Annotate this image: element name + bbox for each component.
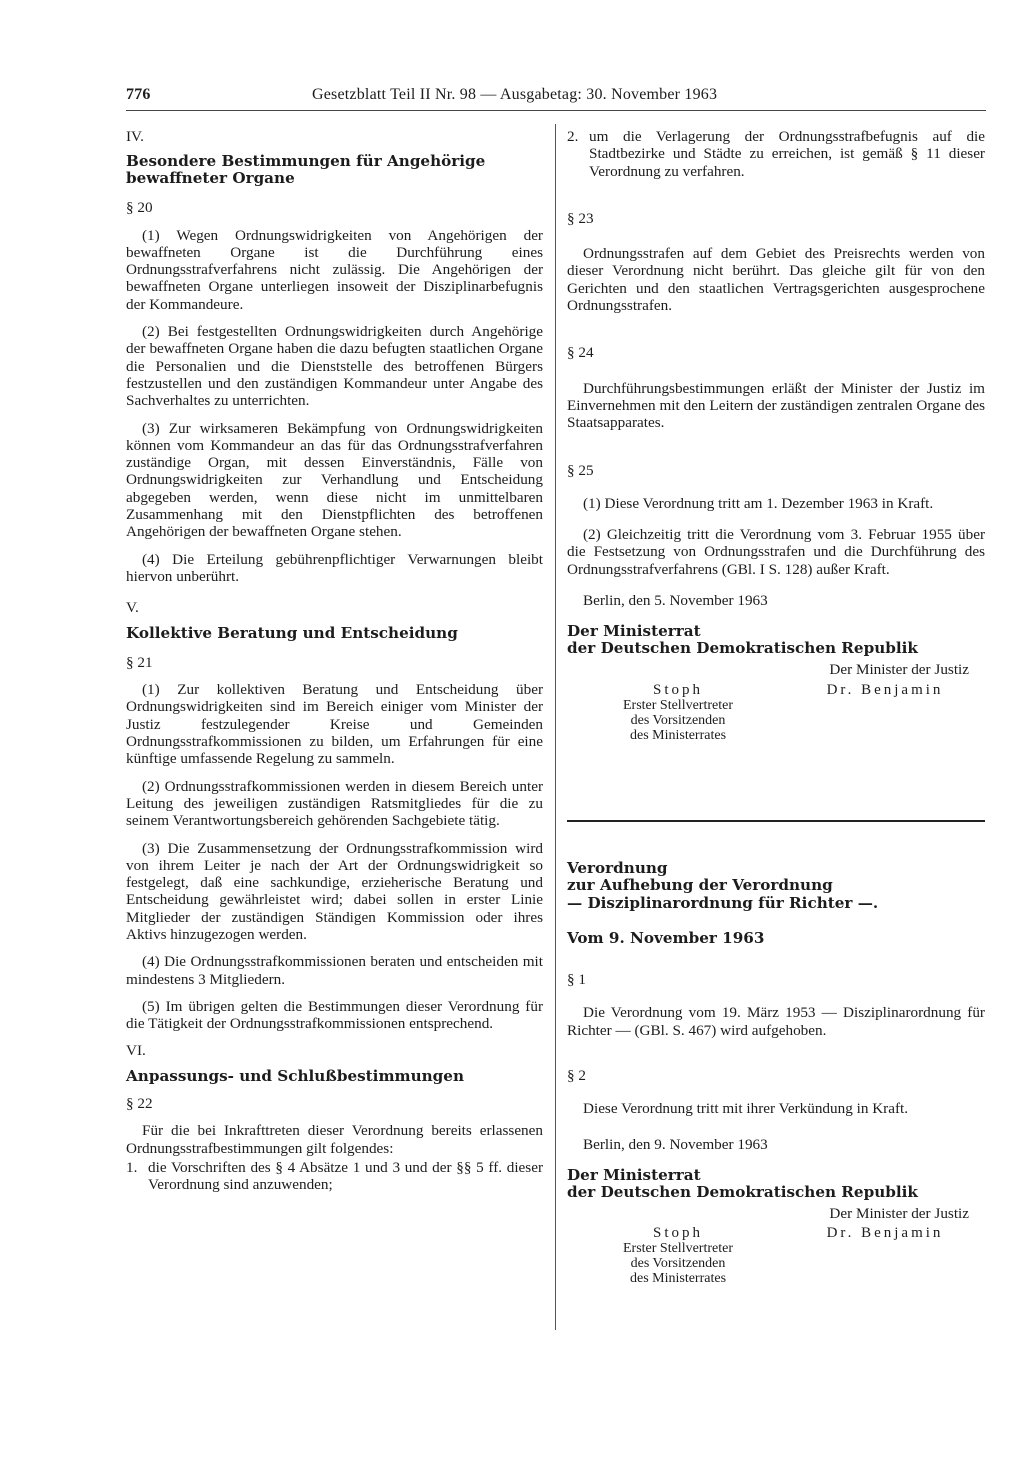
signatory-stoph: Stoph: [652, 681, 703, 698]
decree-block: [567, 860, 985, 1304]
section-iv-numeral: IV.: [126, 128, 144, 145]
paragraph-20-2: (2) Bei festgestellten Ordnungswidrigkeiten durch Angehörige der bewaffneten Organe haben die dazu befugten staatlichen Organe die Personalien und die Dienststelle des betroffenen Bürgers festzustellen und den zuständigen Kommandeur unter Angabe des Sachverhaltes zu unterrichten.: [126, 323, 543, 410]
paragraph-21-5: (5) Im übrigen gelten die Bestimmungen dieser Verordnung für die Tätigkeit der Ordnungsstrafkommissionen entsprechend.: [126, 997, 543, 1033]
signatory-benjamin: Dr. Benjamin: [826, 681, 944, 698]
role-line-3: des Ministerrates: [629, 1271, 727, 1287]
signature-2-right: [785, 1226, 985, 1241]
section-iv-heading-line1: Besondere Bestimmungen für Angehörige: [126, 152, 486, 171]
paragraph-24-mark: § 24: [567, 344, 594, 362]
paragraph-20-1: (1) Wegen Ordnungswidrigkeiten von Angehörigen der bewaffneten Organe ist die Durchführung eines Ordnungsstrafverfahrens nicht zulässig. Die Angehörigen der bewaffneten Organe unterliegen insoweit der Disziplinarbefugnis der Kommandeure.: [126, 226, 543, 313]
signature-1-left: [593, 683, 763, 743]
signature-2-place-date: Berlin, den 9. November 1963: [583, 1135, 768, 1153]
section-vi-numeral: VI.: [126, 1042, 146, 1060]
paragraph-25-mark: § 25: [567, 461, 594, 479]
signature-2-council-line2: der Deutschen Demokratischen Republik: [567, 1182, 918, 1201]
signature-1-right: [785, 683, 985, 698]
paragraph-21-mark: § 21: [126, 653, 153, 671]
paragraph-23-text: Ordnungsstrafen auf dem Gebiet des Preisrechts werden von dieser Verordnung nicht berührt. Das gleiche gilt für von den Gerichten und den staatlichen Vertragsgerichten ausgesprochene Ordnungsstrafen.: [567, 245, 985, 315]
signature-block-1: [567, 683, 985, 761]
paragraph-2-mark: § 2: [567, 1067, 586, 1085]
signatory-benjamin: Dr. Benjamin: [826, 1225, 944, 1242]
role-line-2: des Vorsitzenden: [630, 1256, 726, 1272]
signature-block-2: [567, 1226, 985, 1304]
paragraph-20-3: (3) Zur wirksameren Bekämpfung von Ordnungswidrigkeiten können vom Kommandeur an das für das Ordnungsstrafverfahren zuständige Organ, mit dessen Einverständnis, Fälle von Ordnungswidrigkeiten zur Verhandlung und Entscheidung abgegeben werden, wenn diese nicht im unmittelbaren Zusammenhang mit den Dienstpflichten des betroffenen Angehörigen der bewaffneten Organe stehen.: [126, 419, 543, 541]
item-number: 1.: [126, 1158, 138, 1176]
role-line-1: Erster Stellvertreter: [622, 697, 733, 713]
paragraph-24-text: Durchführungsbestimmungen erläßt der Minister der Justiz im Einvernehmen mit den Leitern der zuständigen zentralen Organe des Staatsapparates.: [567, 379, 985, 432]
paragraph-22-intro: Für die bei Inkrafttreten dieser Verordnung bereits erlassenen Ordnungsstrafbestimmungen gilt folgendes:: [126, 1122, 543, 1157]
paragraph-1-text: Die Verordnung vom 19. März 1953 — Disziplinarordnung für Richter — (GBl. S. 467) wird aufgehoben.: [567, 1004, 985, 1039]
column-divider: [555, 124, 556, 1330]
section-v-numeral: V.: [126, 599, 139, 617]
decree-title-line2: zur Aufhebung der Verordnung: [567, 876, 833, 895]
signature-2-minister-title: Der Minister der Justiz: [829, 1204, 969, 1222]
item-number: 2.: [567, 128, 579, 145]
section-v-heading: Kollektive Beratung und Entscheidung: [126, 623, 458, 642]
paragraph-23-mark: § 23: [567, 209, 594, 227]
role-line-2: des Vorsitzenden: [630, 712, 726, 728]
paragraph-22-item-2: [567, 128, 985, 180]
section-iv-heading-line2: bewaffneter Organe: [126, 169, 295, 188]
signature-1-council-line2: der Deutschen Demokratischen Republik: [567, 639, 918, 658]
paragraph-21-2: (2) Ordnungsstrafkommissionen werden in diesem Bereich unter Leitung des jeweiligen zuständigen Ratsmitgliedes für die zu seinem Verantwortungsbereich gehörenden Sachgebiete tätig.: [126, 777, 543, 830]
decree-title-line1: Verordnung: [567, 859, 668, 877]
item-text: um die Verlagerung der Ordnungsstrafbefugnis auf die Stadtbezirke und Städte zu erreichen, ist gemäß § 11 dieser Verordnung zu verfahren.: [589, 128, 985, 180]
paragraph-25-1: (1) Diese Verordnung tritt am 1. Dezember 1963 in Kraft.: [583, 494, 934, 512]
paragraph-21-3: (3) Die Zusammensetzung der Ordnungsstrafkommission wird von ihrem Leiter je nach der Art der Ordnungswidrigkeit so festgelegt, daß eine sachkundige, erzieherische Beratung und Entscheidung gewährleistet wird; dabei sollen in erster Linie Mitglieder der zuständigen Ständigen Kommission oder ihres Aktivs hinzugezogen werden.: [126, 839, 543, 943]
signature-1-council-line1: Der Ministerrat: [567, 622, 701, 641]
signature-2-left: [593, 1226, 763, 1286]
signatory-stoph: Stoph: [652, 1225, 703, 1242]
header-rule: [126, 110, 986, 111]
decree-separator-rule: [567, 820, 985, 822]
signature-1-minister-title: Der Minister der Justiz: [829, 661, 969, 679]
page-number: 776: [126, 86, 151, 103]
running-title: Gesetzblatt Teil II Nr. 98 — Ausgabetag: 30. November 1963: [312, 86, 718, 103]
paragraph-1-mark: § 1: [567, 971, 586, 989]
decree-date: Vom 9. November 1963: [567, 928, 765, 947]
signature-2-council-line1: Der Ministerrat: [567, 1165, 701, 1184]
signature-1-place-date: Berlin, den 5. November 1963: [583, 592, 768, 610]
paragraph-21-1: (1) Zur kollektiven Beratung und Entscheidung über Ordnungswidrigkeiten sind im Bereich einiger vom Minister der Justiz festzulegender Kreise und Gemeinden Ordnungsstrafkommissionen zu bilden, um Erfahrungen für eine künftige umfassende Regelung zu sammeln.: [126, 681, 543, 768]
paragraph-22-mark: § 22: [126, 1095, 153, 1113]
paragraph-21-4: (4) Die Ordnungsstrafkommissionen beraten und entscheiden mit mindestens 3 Mitgliedern.: [126, 953, 543, 988]
decree-title-line3: — Disziplinarordnung für Richter —.: [567, 893, 879, 912]
role-line-1: Erster Stellvertreter: [622, 1241, 733, 1257]
left-column: [126, 128, 543, 1194]
paragraph-20-mark: § 20: [126, 199, 153, 217]
section-vi-heading: Anpassungs- und Schlußbestimmungen: [126, 1066, 464, 1085]
item-text: die Vorschriften des § 4 Absätze 1 und 3 und der §§ 5 ff. dieser Verordnung sind anzuwenden;: [148, 1158, 543, 1194]
paragraph-25-2: (2) Gleichzeitig tritt die Verordnung vom 3. Februar 1955 über die Festsetzung von Ordnungsstrafen und die Durchführung des Ordnungsstrafverfahrens (GBl. I S. 128) außer Kraft.: [567, 526, 985, 578]
right-column: [567, 128, 985, 761]
role-line-3: des Ministerrates: [629, 727, 727, 743]
paragraph-20-4: (4) Die Erteilung gebührenpflichtiger Verwarnungen bleibt hiervon unberührt.: [126, 550, 543, 585]
paragraph-2-text: Diese Verordnung tritt mit ihrer Verkündung in Kraft.: [583, 1100, 909, 1118]
paragraph-22-item-1: [126, 1159, 543, 1194]
